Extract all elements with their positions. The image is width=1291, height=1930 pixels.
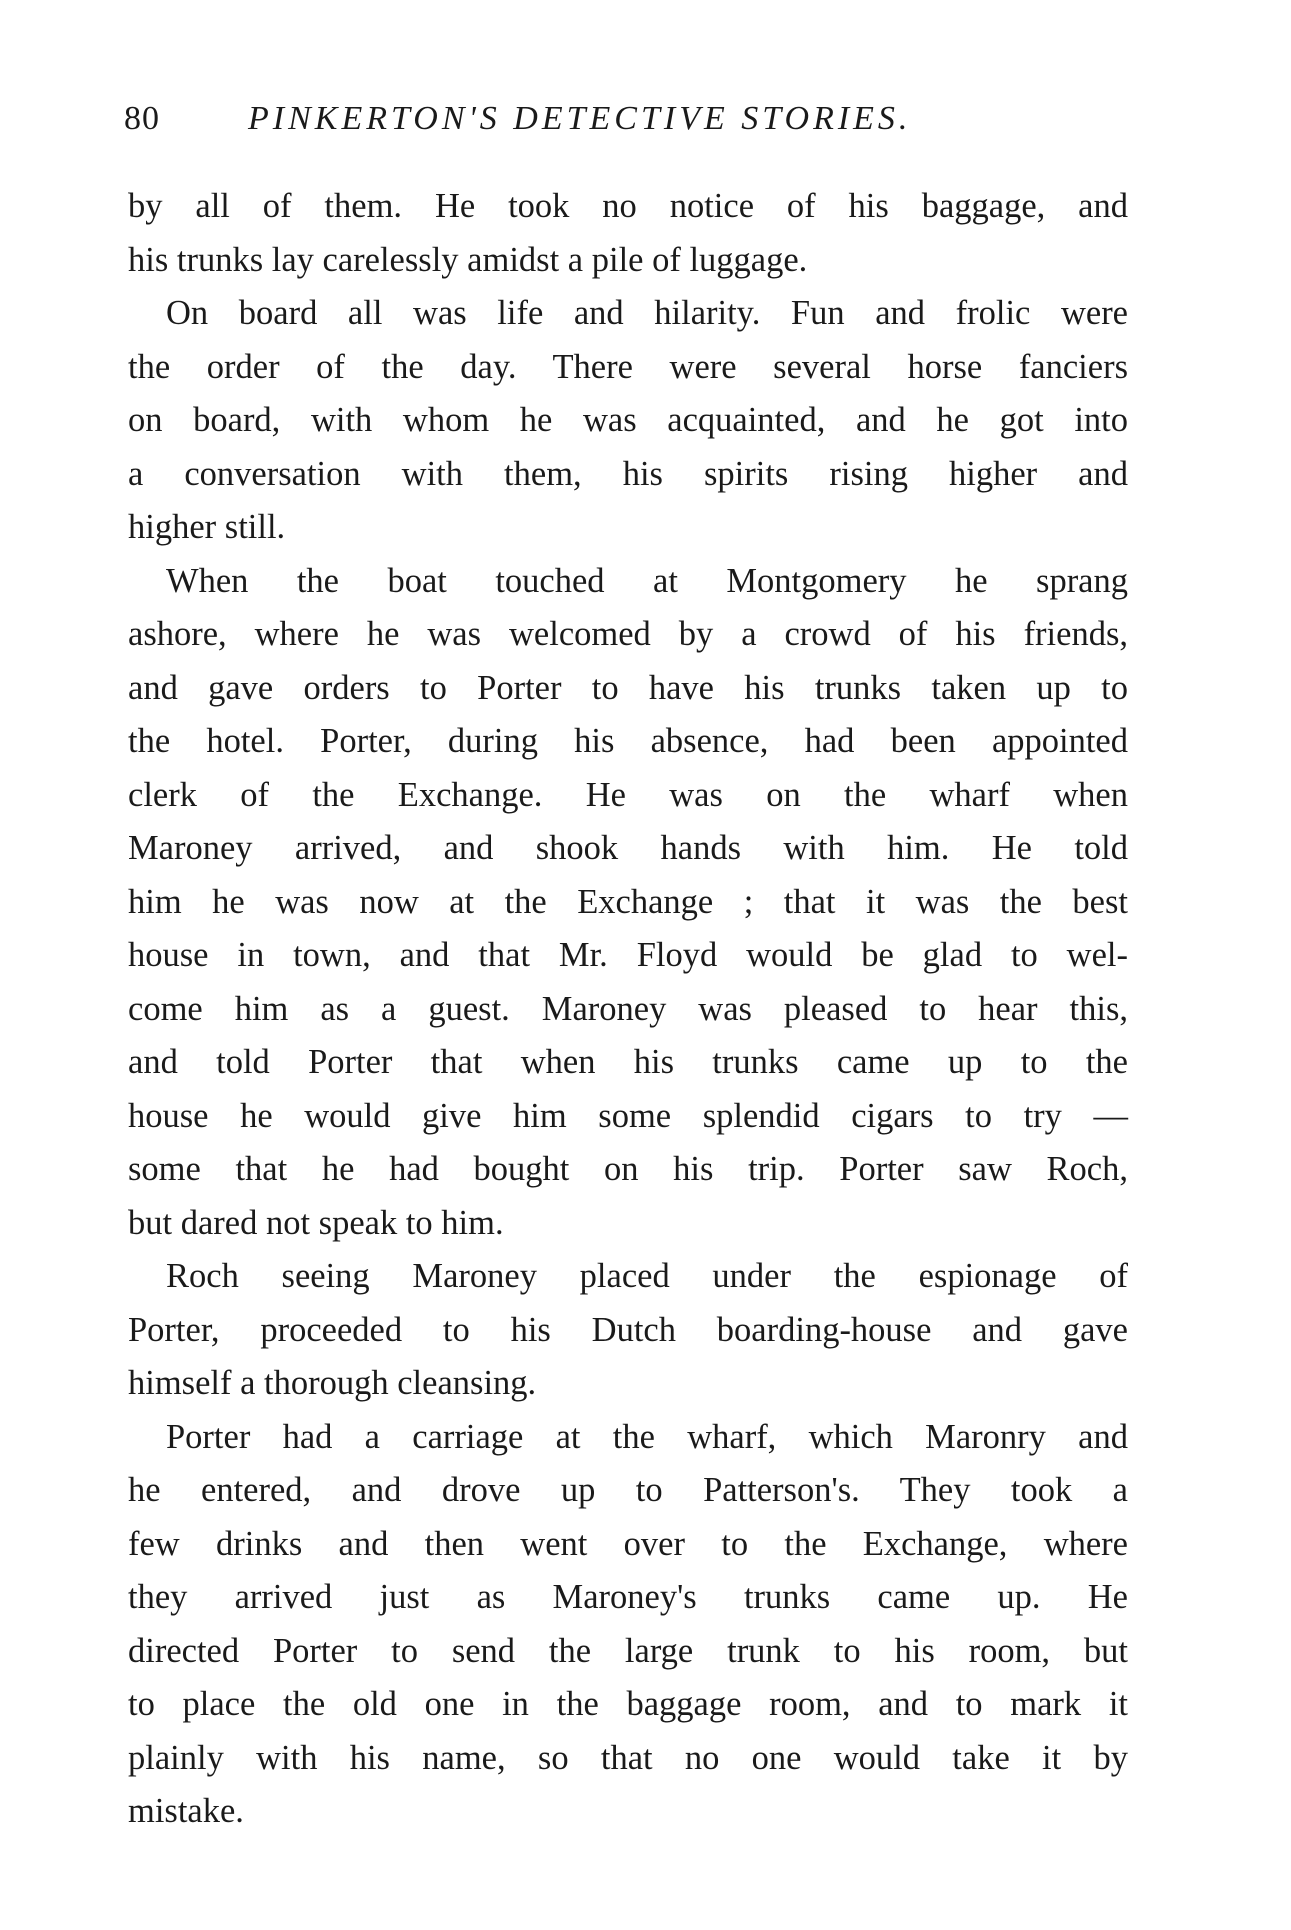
text-line: Porter, proceeded to his Dutch boarding-house and gave: [128, 1310, 1128, 1349]
body-text: [128, 180, 1128, 1839]
text-line: directed Porter to send the large trunk to his room, but: [128, 1631, 1128, 1670]
text-line: the order of the day. There were several horse fanciers: [128, 347, 1128, 386]
text-line: Porter had a carriage at the wharf, which Maronry and: [166, 1417, 1128, 1456]
text-line: and told Porter that when his trunks came up to the: [128, 1043, 1128, 1081]
text-line: house he would give him some splendid cigars to try —: [128, 1096, 1128, 1135]
text-line: mistake.: [128, 1792, 244, 1830]
text-line: plainly with his name, so that no one would take it by: [128, 1738, 1128, 1777]
text-line: the hotel. Porter, during his absence, had been appointed: [128, 722, 1128, 760]
text-line: he entered, and drove up to Patterson's. They took a: [128, 1471, 1128, 1509]
text-line: by all of them. He took no notice of his baggage, and: [128, 187, 1128, 225]
text-line: but dared not speak to him.: [128, 1203, 504, 1242]
text-line: they arrived just as Maroney's trunks came up. He: [128, 1578, 1128, 1616]
text-line: him he was now at the Exchange ; that it was the best: [128, 882, 1128, 921]
text-line: Roch seeing Maroney placed under the espionage of: [166, 1257, 1128, 1295]
text-line: higher still.: [128, 508, 286, 546]
text-line: house in town, and that Mr. Floyd would be glad to wel-: [128, 936, 1128, 974]
text-line: on board, with whom he was acquainted, and he got into: [128, 401, 1128, 439]
text-line: When the boat touched at Montgomery he sprang: [166, 561, 1128, 600]
text-line: to place the old one in the baggage room, and to mark it: [128, 1685, 1128, 1723]
text-line: few drinks and then went over to the Exchange, where: [128, 1524, 1128, 1563]
text-line: On board all was life and hilarity. Fun and frolic were: [166, 294, 1128, 332]
text-line: ashore, where he was welcomed by a crowd of his friends,: [128, 615, 1128, 653]
text-line: his trunks lay carelessly amidst a pile of luggage.: [128, 240, 808, 279]
page-number: 80: [124, 100, 160, 137]
text-line: Maroney arrived, and shook hands with him. He told: [128, 829, 1128, 867]
running-title: PINKERTON'S DETECTIVE STORIES.: [248, 100, 912, 137]
text-line: come him as a guest. Maroney was pleased to hear this,: [128, 989, 1128, 1028]
text-line: clerk of the Exchange. He was on the wharf when: [128, 775, 1128, 814]
running-head: [124, 94, 1124, 144]
text-line: himself a thorough cleansing.: [128, 1364, 537, 1402]
text-line: a conversation with them, his spirits rising higher and: [128, 454, 1128, 493]
text-line: some that he had bought on his trip. Porter saw Roch,: [128, 1150, 1128, 1188]
text-line: and gave orders to Porter to have his trunks taken up to: [128, 668, 1128, 707]
